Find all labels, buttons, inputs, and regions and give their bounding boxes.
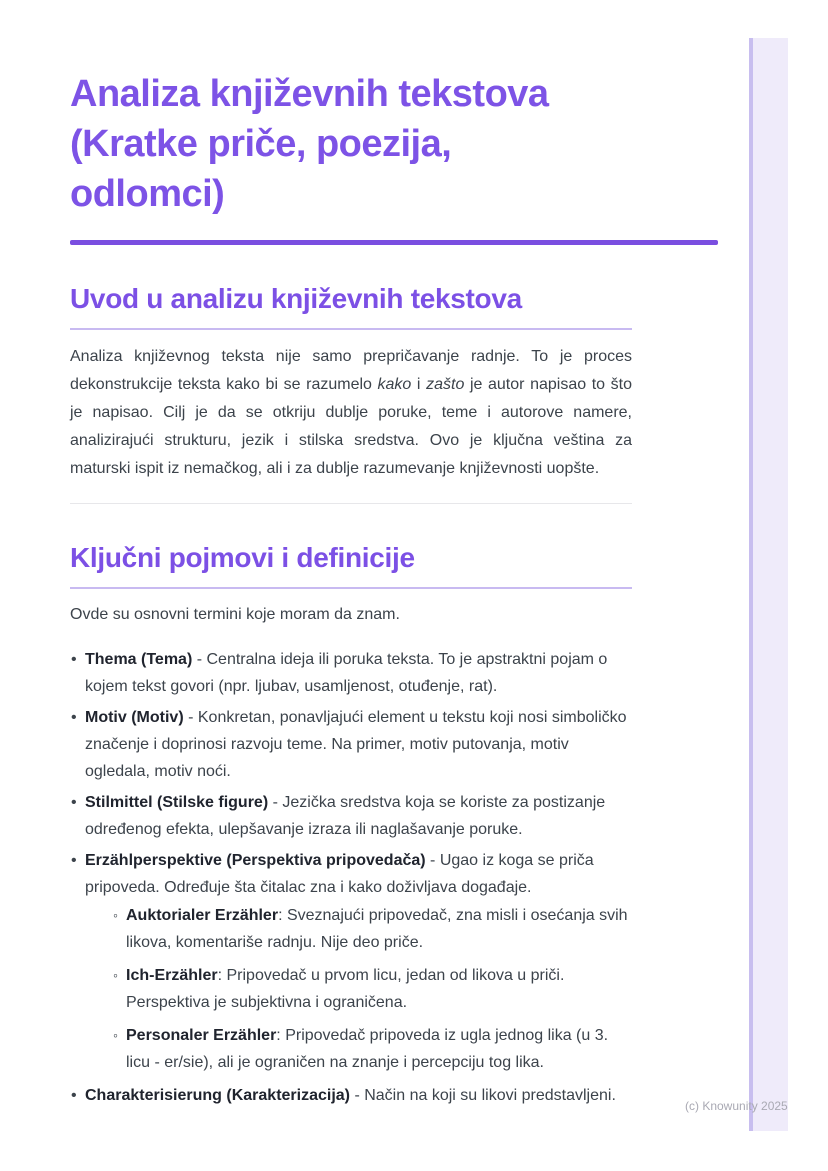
term-list-item — [70, 704, 632, 785]
section-heading-kljucni-pojmovi: Ključni pojmovi i definicije — [70, 540, 632, 589]
section-heading-uvod: Uvod u analizu književnih tekstova — [70, 281, 632, 330]
term-name: Erzählperspektive (Perspektiva pripovedača) — [85, 852, 426, 869]
page-title-line: Analiza književnih tekstova — [70, 73, 549, 115]
term-list-item — [70, 646, 632, 700]
text-segment: Analiza književnog teksta nije samo prepričavanje radnje. To je proces dekonstrukcije teksta kako bi se razumelo — [70, 348, 632, 393]
term-name: Stilmittel (Stilske figure) — [85, 794, 269, 811]
term-definition: : Pripovedač pripoveda iz ugla jednog lika (u 3. licu - er/sie), ali je ograničen na znanje i percepciju tog lika. — [126, 1027, 609, 1071]
term-definition: - Ugao iz koga se priča pripoveda. Određuje šta čitalac zna i kako doživljava događaje. — [85, 852, 594, 896]
intro-paragraph — [70, 343, 632, 483]
term-definition: - Centralna ideja ili poruka teksta. To je apstraktni pojam o kojem tekst govori (npr. ljubav, usamljenost, otuđenje, rat). — [85, 651, 608, 695]
italic-text-segment: zašto — [426, 376, 465, 393]
page-title-line: (Kratke priče, poezija, — [70, 123, 452, 165]
term-name: Motiv (Motiv) — [85, 709, 184, 726]
terms-intro-text: Ovde su osnovni termini koje moram da znam. — [70, 606, 400, 623]
footer-credit: (c) Knowunity 2025 — [685, 1099, 788, 1113]
section-divider — [70, 503, 632, 504]
term-list-item — [113, 902, 632, 956]
term-definition: : Sveznajući pripovedač, zna misli i osećanja svih likova, komentariše radnju. Nije deo priče. — [126, 907, 628, 951]
text-segment: i — [411, 376, 427, 393]
term-list-item — [113, 962, 632, 1016]
term-definition: - Konkretan, ponavljajući element u tekstu koji nosi simboličko značenje i doprinosi razvoju teme. Na primer, motiv putovanja, motiv ogledala, motiv noći. — [85, 709, 627, 780]
term-name: Charakterisierung (Karakterizacija) — [85, 1087, 350, 1104]
sub-terms-list — [113, 902, 632, 1076]
term-list-item — [70, 789, 632, 843]
term-list-item — [113, 1022, 632, 1076]
term-definition: : Pripovedač u prvom licu, jedan od likova u priči. Perspektiva je subjektivna i ograničena. — [126, 967, 565, 1011]
italic-text-segment: kako — [377, 376, 412, 393]
page-title — [70, 69, 720, 219]
term-name: Ich-Erzähler — [126, 967, 218, 984]
term-name: Thema (Tema) — [85, 651, 193, 668]
page-content — [70, 0, 720, 1113]
term-name: Auktorialer Erzähler — [126, 907, 279, 924]
term-name: Personaler Erzähler — [126, 1027, 277, 1044]
text-segment: je autor napisao to što je napisao. Cilj je da se otkriju dublje poruke, teme i autorove namere, analizirajući strukturu, jezik i stilska sredstva. Ovo je ključna veština za maturski ispit iz nemačkog, ali i za dublje razumevanje književnosti uopšte. — [70, 376, 633, 477]
terms-list — [70, 646, 632, 1109]
term-definition: - Jezička sredstva koja se koriste za postizanje određenog efekta, ulepšavanje izraza ili naglašavanje poruke. — [85, 794, 606, 838]
term-list-item — [70, 847, 632, 1076]
page-title-line: odlomci) — [70, 173, 225, 215]
term-list-item — [70, 1082, 632, 1109]
right-accent-bar — [749, 38, 788, 1131]
term-definition: - Način na koji su likovi predstavljeni. — [350, 1087, 616, 1104]
title-divider-rule — [70, 240, 718, 245]
